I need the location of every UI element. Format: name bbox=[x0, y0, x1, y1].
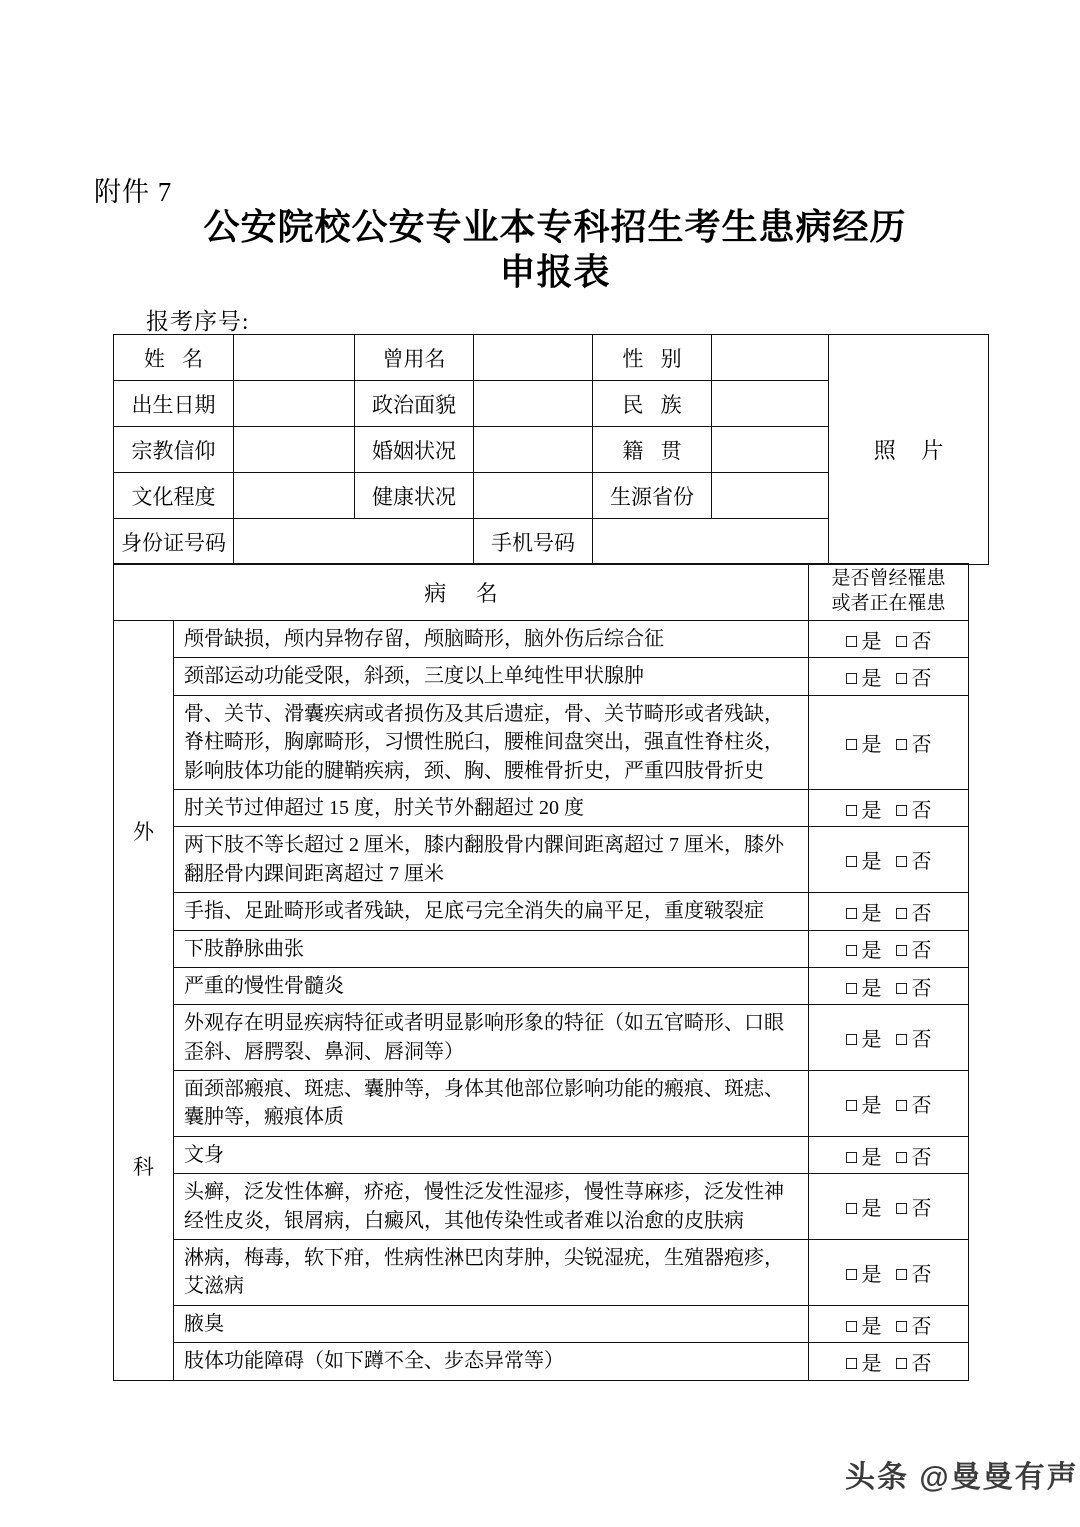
checkbox-label-no: 否 bbox=[911, 1029, 932, 1052]
department-label-surgery bbox=[114, 621, 174, 1381]
field-value-gender[interactable] bbox=[712, 335, 829, 381]
checkbox-option-yes[interactable] bbox=[846, 1258, 882, 1287]
afflicted-answer-cell bbox=[809, 893, 969, 930]
checkbox-icon[interactable] bbox=[896, 983, 907, 994]
checkbox-option-no[interactable] bbox=[896, 625, 932, 654]
field-label-religion: 宗教信仰 bbox=[114, 427, 234, 473]
checkbox-icon[interactable] bbox=[896, 856, 907, 867]
afflicted-answer-cell bbox=[809, 827, 969, 893]
checkbox-option-no[interactable] bbox=[896, 972, 932, 1001]
checkbox-label-yes: 是 bbox=[861, 851, 882, 874]
checkbox-option-no[interactable] bbox=[896, 845, 932, 874]
disease-name-cell: 淋病，梅毒，软下疳，性病性淋巴肉芽肿，尖锐湿疣，生殖器疱疹，艾滋病 bbox=[174, 1240, 809, 1306]
checkbox-option-yes[interactable] bbox=[846, 662, 882, 691]
table-row bbox=[114, 1305, 969, 1342]
watermark: 头条 @曼曼有声 bbox=[845, 1461, 1079, 1494]
checkbox-icon[interactable] bbox=[896, 739, 907, 750]
checkbox-label-yes: 是 bbox=[861, 1352, 882, 1375]
disease-name-cell: 头癣，泛发性体癣，疥疮，慢性泛发性湿疹，慢性荨麻疹，泛发性神经性皮炎，银屑病，白癜风，其他传染性或者难以治愈的皮肤病 bbox=[174, 1174, 809, 1240]
checkbox-icon[interactable] bbox=[896, 1152, 907, 1163]
checkbox-icon[interactable] bbox=[846, 1321, 857, 1332]
field-label-education: 文化程度 bbox=[114, 473, 234, 519]
checkbox-option-no[interactable] bbox=[896, 1023, 932, 1052]
disease-name-cell: 骨、关节、滑囊疾病或者损伤及其后遗症，骨、关节畸形或者残缺，脊柱畸形，胸廓畸形，习惯性脱臼，腰椎间盘突出，强直性脊柱炎，影响肢体功能的腱鞘疾病，颈、胸、腰椎骨折史，严重四肢骨折史 bbox=[174, 695, 809, 789]
checkbox-icon[interactable] bbox=[846, 945, 857, 956]
checkbox-label-no: 否 bbox=[911, 1198, 932, 1221]
field-label-id-number: 身份证号码 bbox=[114, 519, 234, 565]
checkbox-option-no[interactable] bbox=[896, 1141, 932, 1170]
checkbox-label-no: 否 bbox=[911, 940, 932, 963]
checkbox-label-no: 否 bbox=[911, 799, 932, 822]
table-row bbox=[114, 967, 969, 1004]
checkbox-icon[interactable] bbox=[846, 1100, 857, 1111]
field-label-phone-number: 手机号码 bbox=[474, 519, 593, 565]
checkbox-icon[interactable] bbox=[846, 983, 857, 994]
header-disease-name: 病 名 bbox=[114, 564, 809, 621]
checkbox-icon[interactable] bbox=[846, 636, 857, 647]
table-row bbox=[114, 1136, 969, 1173]
checkbox-option-yes[interactable] bbox=[846, 1347, 882, 1376]
field-value-ethnicity[interactable] bbox=[712, 381, 829, 427]
checkbox-icon[interactable] bbox=[846, 1034, 857, 1045]
disease-name-cell: 面颈部瘢痕、斑痣、囊肿等，身体其他部位影响功能的瘢痕、斑痣、囊肿等，瘢痕体质 bbox=[174, 1071, 809, 1137]
checkbox-label-yes: 是 bbox=[861, 733, 882, 756]
disease-name-cell: 腋臭 bbox=[174, 1305, 809, 1342]
disease-name-cell: 文身 bbox=[174, 1136, 809, 1173]
afflicted-answer-cell bbox=[809, 621, 969, 658]
department-char-2: 科 bbox=[133, 1155, 154, 1180]
field-label-birth-date: 出生日期 bbox=[114, 381, 234, 427]
checkbox-option-yes[interactable] bbox=[846, 1089, 882, 1118]
header-afflicted-line-1: 是否曾经罹患 bbox=[831, 568, 946, 590]
table-row bbox=[114, 658, 969, 695]
field-value-source-province[interactable] bbox=[712, 473, 829, 519]
checkbox-option-yes[interactable] bbox=[846, 1141, 882, 1170]
checkbox-icon[interactable] bbox=[896, 673, 907, 684]
checkbox-option-yes[interactable] bbox=[846, 728, 882, 757]
checkbox-icon[interactable] bbox=[846, 739, 857, 750]
afflicted-answer-cell bbox=[809, 658, 969, 695]
checkbox-icon[interactable] bbox=[846, 1203, 857, 1214]
afflicted-answer-cell bbox=[809, 930, 969, 967]
registration-serial-label: 报考序号: bbox=[146, 309, 250, 334]
checkbox-label-no: 否 bbox=[911, 1315, 932, 1338]
checkbox-label-yes: 是 bbox=[861, 1094, 882, 1117]
disease-table-header-row bbox=[114, 564, 969, 621]
checkbox-label-yes: 是 bbox=[861, 799, 882, 822]
applicant-info-table bbox=[113, 334, 989, 565]
checkbox-option-no[interactable] bbox=[896, 1347, 932, 1376]
checkbox-icon[interactable] bbox=[896, 1034, 907, 1045]
afflicted-answer-cell bbox=[809, 1305, 969, 1342]
field-value-health-status[interactable] bbox=[474, 473, 593, 519]
checkbox-option-no[interactable] bbox=[896, 662, 932, 691]
checkbox-icon[interactable] bbox=[846, 673, 857, 684]
checkbox-option-yes[interactable] bbox=[846, 934, 882, 963]
checkbox-icon[interactable] bbox=[846, 805, 857, 816]
checkbox-label-no: 否 bbox=[911, 733, 932, 756]
checkbox-icon[interactable] bbox=[846, 1152, 857, 1163]
disease-name-cell: 肘关节过伸超过 15 度，肘关节外翻超过 20 度 bbox=[174, 789, 809, 826]
checkbox-icon[interactable] bbox=[896, 1358, 907, 1369]
field-label-ethnicity: 民 族 bbox=[593, 381, 712, 427]
checkbox-option-yes[interactable] bbox=[846, 1023, 882, 1052]
disease-history-table bbox=[113, 563, 969, 1381]
afflicted-answer-cell bbox=[809, 1136, 969, 1173]
disease-name-cell: 下肢静脉曲张 bbox=[174, 930, 809, 967]
field-label-marital-status: 婚姻状况 bbox=[355, 427, 474, 473]
disease-name-cell: 手指、足趾畸形或者残缺，足底弓完全消失的扁平足，重度皲裂症 bbox=[174, 893, 809, 930]
field-value-marital-status[interactable] bbox=[474, 427, 593, 473]
field-label-source-province: 生源省份 bbox=[593, 473, 712, 519]
table-row bbox=[114, 789, 969, 826]
field-value-phone-number[interactable] bbox=[593, 519, 829, 565]
checkbox-option-yes[interactable] bbox=[846, 1192, 882, 1221]
checkbox-option-yes[interactable] bbox=[846, 845, 882, 874]
checkbox-label-yes: 是 bbox=[861, 668, 882, 691]
table-row bbox=[114, 1005, 969, 1071]
checkbox-label-no: 否 bbox=[911, 668, 932, 691]
table-row bbox=[114, 1240, 969, 1306]
checkbox-label-yes: 是 bbox=[861, 940, 882, 963]
table-row bbox=[114, 930, 969, 967]
checkbox-label-no: 否 bbox=[911, 630, 932, 653]
field-label-native-place: 籍 贯 bbox=[593, 427, 712, 473]
table-row bbox=[114, 1174, 969, 1240]
photo-cell[interactable]: 照 片 bbox=[829, 335, 989, 565]
table-row bbox=[114, 621, 969, 658]
table-row bbox=[114, 827, 969, 893]
field-label-former-name: 曾用名 bbox=[355, 335, 474, 381]
checkbox-icon[interactable] bbox=[896, 805, 907, 816]
checkbox-icon[interactable] bbox=[896, 636, 907, 647]
disease-name-cell: 颅骨缺损，颅内异物存留，颅脑畸形，脑外伤后综合征 bbox=[174, 621, 809, 658]
checkbox-label-yes: 是 bbox=[861, 630, 882, 653]
table-row bbox=[114, 335, 989, 381]
checkbox-icon[interactable] bbox=[896, 908, 907, 919]
checkbox-option-yes[interactable] bbox=[846, 625, 882, 654]
page-title bbox=[140, 205, 970, 295]
disease-name-cell: 严重的慢性骨髓炎 bbox=[174, 967, 809, 1004]
checkbox-icon[interactable] bbox=[846, 908, 857, 919]
afflicted-answer-cell bbox=[809, 1071, 969, 1137]
afflicted-answer-cell bbox=[809, 1343, 969, 1380]
checkbox-icon[interactable] bbox=[896, 1269, 907, 1280]
field-label-political-status: 政治面貌 bbox=[355, 381, 474, 427]
header-afflicted-status bbox=[809, 564, 969, 621]
disease-name-cell: 肢体功能障碍（如下蹲不全、步态异常等） bbox=[174, 1343, 809, 1380]
afflicted-answer-cell bbox=[809, 1240, 969, 1306]
checkbox-icon[interactable] bbox=[846, 1269, 857, 1280]
checkbox-option-yes[interactable] bbox=[846, 972, 882, 1001]
checkbox-label-no: 否 bbox=[911, 1094, 932, 1117]
checkbox-label-yes: 是 bbox=[861, 1198, 882, 1221]
title-line-2: 申报表 bbox=[499, 252, 611, 292]
disease-name-cell: 两下肢不等长超过 2 厘米，膝内翻股骨内髁间距离超过 7 厘米，膝外翻胫骨内踝间距离超过 7 厘米 bbox=[174, 827, 809, 893]
checkbox-icon[interactable] bbox=[896, 945, 907, 956]
checkbox-option-no[interactable] bbox=[896, 1258, 932, 1287]
afflicted-answer-cell bbox=[809, 789, 969, 826]
field-label-name: 姓 名 bbox=[114, 335, 234, 381]
title-line-1: 公安院校公安专业本专科招生考生患病经历 bbox=[203, 207, 907, 247]
afflicted-answer-cell bbox=[809, 695, 969, 789]
field-value-name[interactable] bbox=[234, 335, 355, 381]
checkbox-option-yes[interactable] bbox=[846, 1310, 882, 1339]
attachment-number: 附件 7 bbox=[94, 177, 173, 207]
afflicted-answer-cell bbox=[809, 1005, 969, 1071]
checkbox-label-no: 否 bbox=[911, 902, 932, 925]
table-row bbox=[114, 893, 969, 930]
checkbox-icon[interactable] bbox=[896, 1203, 907, 1214]
field-label-health-status: 健康状况 bbox=[355, 473, 474, 519]
department-char-1: 外 bbox=[133, 820, 154, 845]
field-value-birth-date[interactable] bbox=[234, 381, 355, 427]
checkbox-icon[interactable] bbox=[896, 1100, 907, 1111]
afflicted-answer-cell bbox=[809, 1174, 969, 1240]
checkbox-option-yes[interactable] bbox=[846, 794, 882, 823]
checkbox-option-no[interactable] bbox=[896, 1192, 932, 1221]
checkbox-label-no: 否 bbox=[911, 1146, 932, 1169]
checkbox-label-no: 否 bbox=[911, 1263, 932, 1286]
checkbox-label-no: 否 bbox=[911, 1352, 932, 1375]
checkbox-label-yes: 是 bbox=[861, 902, 882, 925]
table-row bbox=[114, 1343, 969, 1380]
header-afflicted-line-2: 或者正在罹患 bbox=[831, 593, 946, 614]
disease-name-cell: 颈部运动功能受限，斜颈，三度以上单纯性甲状腺肿 bbox=[174, 658, 809, 695]
checkbox-icon[interactable] bbox=[846, 1358, 857, 1369]
checkbox-icon[interactable] bbox=[846, 856, 857, 867]
field-value-former-name[interactable] bbox=[474, 335, 593, 381]
field-label-gender: 性 别 bbox=[593, 335, 712, 381]
field-value-religion[interactable] bbox=[234, 427, 355, 473]
checkbox-label-no: 否 bbox=[911, 977, 932, 1000]
checkbox-label-yes: 是 bbox=[861, 977, 882, 1000]
checkbox-option-no[interactable] bbox=[896, 1310, 932, 1339]
checkbox-option-no[interactable] bbox=[896, 728, 932, 757]
field-value-education[interactable] bbox=[234, 473, 355, 519]
field-value-political-status[interactable] bbox=[474, 381, 593, 427]
checkbox-option-no[interactable] bbox=[896, 897, 932, 926]
checkbox-label-yes: 是 bbox=[861, 1315, 882, 1338]
checkbox-option-yes[interactable] bbox=[846, 897, 882, 926]
field-value-id-number[interactable] bbox=[234, 519, 474, 565]
checkbox-option-no[interactable] bbox=[896, 1089, 932, 1118]
checkbox-label-yes: 是 bbox=[861, 1146, 882, 1169]
afflicted-answer-cell bbox=[809, 967, 969, 1004]
checkbox-label-yes: 是 bbox=[861, 1029, 882, 1052]
checkbox-icon[interactable] bbox=[896, 1321, 907, 1332]
field-value-native-place[interactable] bbox=[712, 427, 829, 473]
checkbox-option-no[interactable] bbox=[896, 934, 932, 963]
table-row bbox=[114, 1071, 969, 1137]
checkbox-option-no[interactable] bbox=[896, 794, 932, 823]
checkbox-label-no: 否 bbox=[911, 851, 932, 874]
disease-name-cell: 外观存在明显疾病特征或者明显影响形象的特征（如五官畸形、口眼歪斜、唇腭裂、鼻洞、唇洞等） bbox=[174, 1005, 809, 1071]
checkbox-label-yes: 是 bbox=[861, 1263, 882, 1286]
table-row bbox=[114, 695, 969, 789]
